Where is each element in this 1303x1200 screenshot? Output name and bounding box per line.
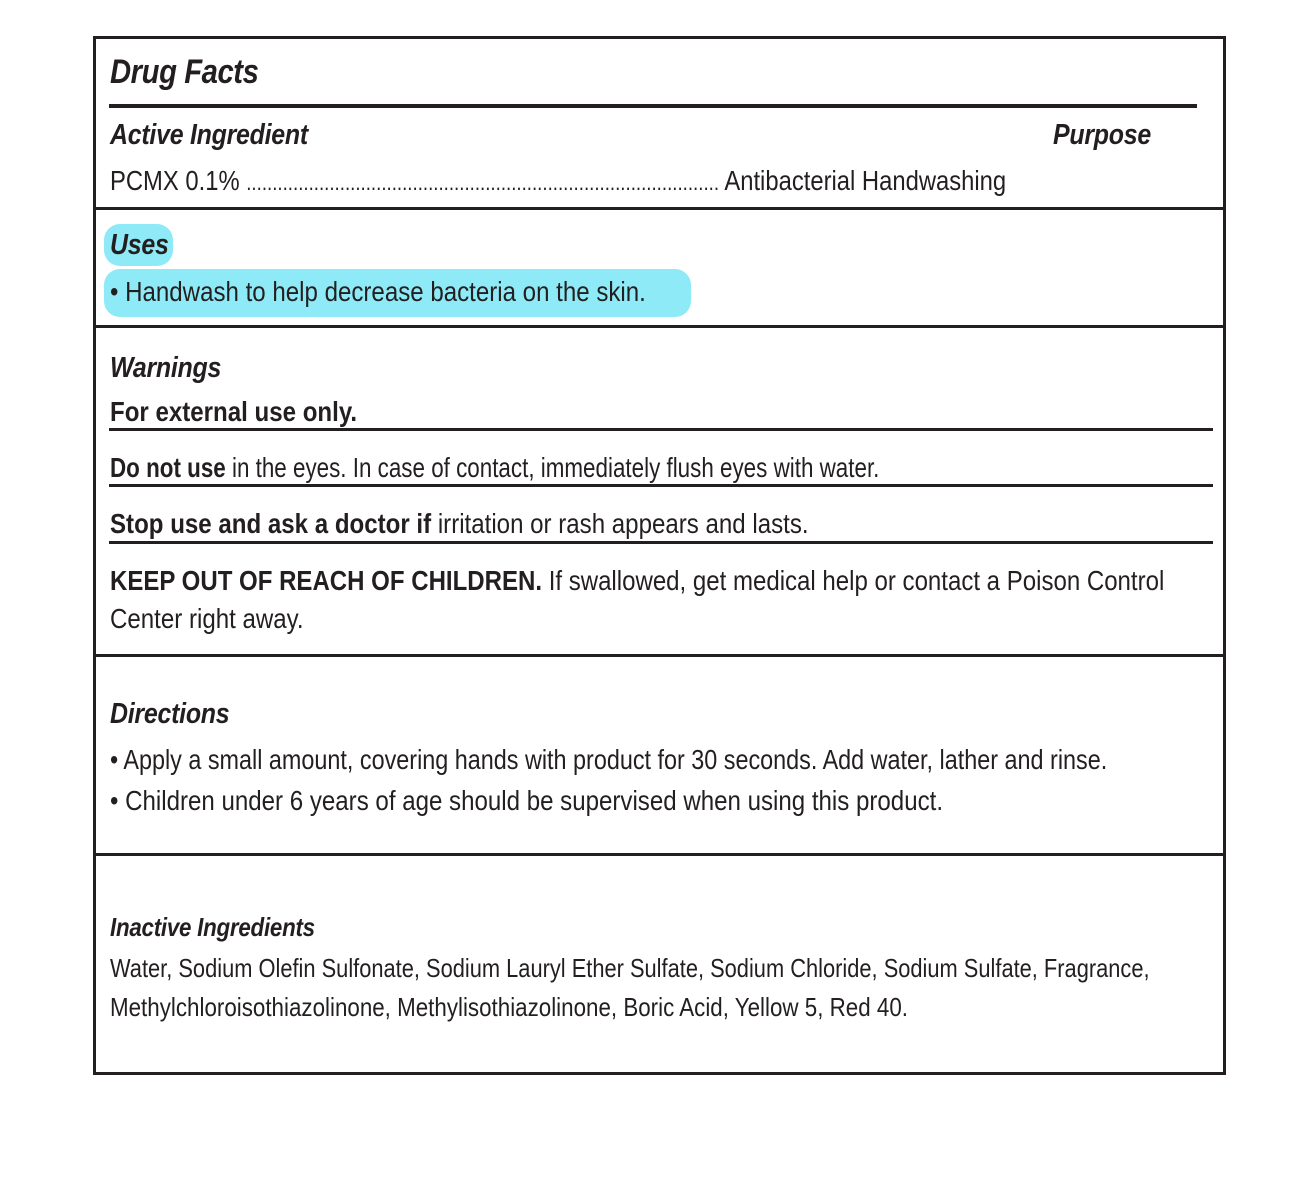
- warnings-rule-3: [109, 541, 1213, 544]
- uses-heading: Uses: [110, 229, 169, 261]
- ingredient-name: PCMX 0.1%: [110, 165, 240, 196]
- directions-item-1: • Apply a small amount, covering hands with product for 30 seconds. Add water, lather and rinse.: [110, 744, 1108, 775]
- warnings-heading: Warnings: [110, 352, 222, 384]
- stop-use-text: irritation or rash appears and lasts.: [431, 508, 809, 539]
- do-not-use-warning: [110, 452, 1072, 484]
- stop-use-label: Stop use and ask a doctor if: [110, 508, 432, 539]
- directions-item-2: • Children under 6 years of age should be supervised when using this product.: [110, 785, 944, 816]
- inactive-ingredients-line1: Water, Sodium Olefin Sulfonate, Sodium Lauryl Ether Sulfate, Sodium Chloride, Sodium Sulfate, Fragrance,: [110, 953, 1150, 983]
- drug-facts-label: [93, 36, 1226, 1075]
- do-not-use-text: in the eyes. In case of contact, immediately flush eyes with water.: [225, 452, 880, 483]
- keep-out-warning: [110, 565, 1303, 597]
- ingredient-purpose: Antibacterial Handwashing: [724, 165, 1007, 196]
- active-ingredient-section: [96, 39, 1223, 210]
- title-rule: [109, 104, 1197, 108]
- inactive-ingredients-heading: Inactive Ingredients: [110, 912, 315, 942]
- directions-section: [96, 657, 1223, 856]
- keep-out-text-line2: Center right away.: [110, 603, 304, 634]
- warnings-rule-1: [109, 428, 1213, 431]
- do-not-use-label: Do not use: [110, 452, 226, 483]
- warnings-section: [96, 328, 1223, 657]
- directions-heading: Directions: [110, 698, 230, 730]
- uses-section: [96, 210, 1223, 328]
- purpose-heading: Purpose: [1053, 119, 1151, 151]
- inactive-ingredients-line2: Methylchloroisothiazolinone, Methylisothiazolinone, Boric Acid, Yellow 5, Red 40.: [110, 992, 908, 1022]
- inactive-ingredients-section: [96, 856, 1223, 1072]
- external-use-warning: For external use only.: [110, 396, 358, 427]
- drug-facts-title: Drug Facts: [110, 53, 259, 91]
- stop-use-warning: [110, 508, 922, 540]
- dot-leader: ...........................................................................................: [246, 170, 720, 195]
- warnings-rule-2: [109, 484, 1213, 487]
- active-ingredient-heading: Active Ingredient: [110, 119, 308, 151]
- active-ingredient-row: [110, 165, 1164, 197]
- uses-item: • Handwash to help decrease bacteria on the skin.: [110, 276, 646, 307]
- keep-out-label: KEEP OUT OF REACH OF CHILDREN.: [110, 565, 543, 596]
- keep-out-text-line1: If swallowed, get medical help or contact a Poison Control: [542, 565, 1165, 596]
